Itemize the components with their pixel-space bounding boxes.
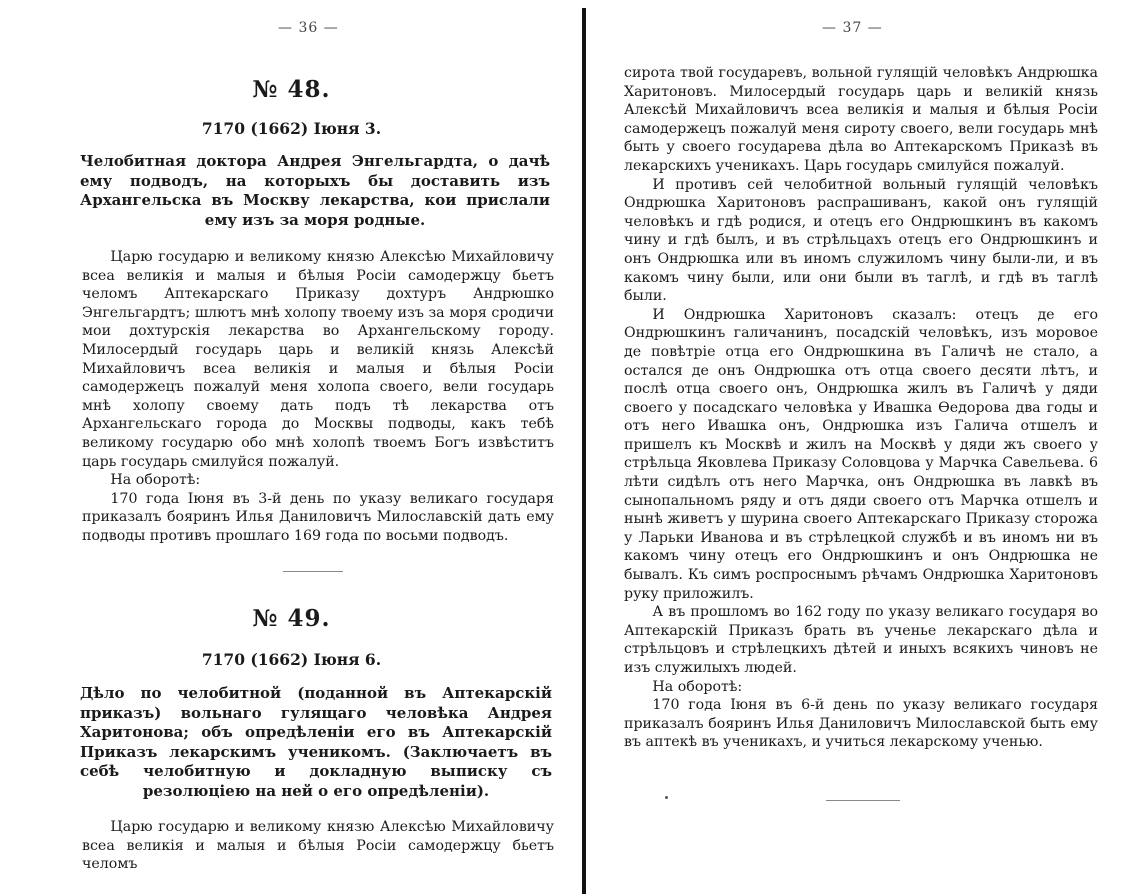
resolution-text: 170 года Іюня въ 6-й день по указу великаго государя приказалъ бояринъ Илья Даниловичъ Милославской быть ему въ аптекѣ въ ученикахъ, и учиться лекарскому ученью. bbox=[624, 697, 1098, 751]
petition-continuation: сирота твой государевъ, вольной гулящій человѣкъ Андрюшка Харитоновъ. Милосердый государь царь и великій князь Алексѣй Михайловичъ всеа великія и малыя и бѣлыя Росіи самодержецъ пожалуй меня сироту своего, вели государь мнѣ быть у своего государева дѣла во Аптекарскомъ Приказѣ въ лекарскихъ ученикахъ. Царь государь смилуйся пожалуй. bbox=[624, 65, 1098, 174]
decree-text: А въ прошломъ во 162 году по указу великаго государя во Аптекарскій Приказъ брать въ ученье лекарскаго дѣла и стрѣльцовъ и стрѣлецкихъ дѣтей и иныхъ всякихъ чиновъ не изъ служилыхъ людей. bbox=[624, 604, 1098, 676]
document-body bbox=[624, 64, 1098, 752]
petition-text: Царю государю и великому князю Алексѣю Михайловичу всеа великія и малыя и бѣлыя Росіи самодержцу бьетъ челомъ Аптекарскаго Приказу дохтуръ Андрюшко Энгельгардтъ; шлютъ мнѣ холопу твоему изъ за моря сродичи мои дохтурскія лекарства во Архангельскому городу. Милосердый государь царь и великій князь Алексѣй Михайловичъ всеа великія и малыя и бѣлыя Росіи самодержецъ пожалуй меня холопа своего, вели государь мнѣ холопу своему дать подъ тѣ лекарства отъ Архангельскаго города до Москвы подводы, какъ тебѣ великому государю обо мнѣ холопѣ твоемъ Богъ извѣститъ царь государь смилуйся пожалуй. bbox=[82, 249, 554, 470]
section-separator bbox=[826, 800, 900, 801]
document-body bbox=[82, 248, 554, 546]
document-number: № 48. bbox=[252, 76, 331, 103]
document-body bbox=[82, 818, 554, 874]
page-number: — 36 — bbox=[278, 20, 339, 36]
right-page bbox=[590, 0, 1140, 896]
section-separator bbox=[283, 571, 343, 572]
interrogation-text: И противъ сей челобитной вольный гулящій человѣкъ Ондрюшка Харитоновъ распрашиванъ, какой онъ гулящій человѣкъ и гдѣ родися, и отецъ его Ондрюшкинъ въ какомъ чину и гдѣ былъ, и въ стрѣльцахъ отецъ его Ондрюшкинъ и онъ Ондрюшка или въ иномъ служиломъ чину были-ли, и въ какомъ чину были, или они были въ таглѣ, и гдѣ въ таглѣ были. bbox=[624, 176, 1098, 305]
reverse-label: На оборотѣ: bbox=[652, 678, 743, 695]
document-heading: Челобитная доктора Андрея Энгельгардта, о дачѣ ему подводъ, на которыхъ бы доставить изъ Архангельска въ Москву лекарства, кои прислали ему изъ за моря родные. bbox=[80, 152, 550, 229]
document-number: № 49. bbox=[252, 605, 331, 632]
testimony-text: И Ондрюшка Харитоновъ сказалъ: отецъ де его Ондрюшкинъ галичанинъ, посадскій человѣкъ, изъ моровое де повѣтріе отца его Ондрюшкина въ Галичѣ не стало, а остался де онъ Ондрюшка отъ отца своего десяти лѣтъ, и послѣ отца своего онъ, Ондрюшка жилъ въ Галичѣ у дяди своего у посадскаго человѣка у Ивашка Ѳедорова два годы и отъ него Ивашка онъ, Ондрюшка изъ Галича отшелъ и пришелъ къ Москвѣ и жилъ на Москвѣ у дяди жъ своего у стрѣльца Яковлева Приказу Соловцова у Марчка Савельева. 6 лѣти сидѣлъ отъ него Марчка, онъ Ондрюшка въ лавкѣ въ сынопальномъ ряду и отъ дяди своего отъ Марчка отшелъ и нынѣ живетъ у шурина своего Аптекарскаго Приказу сторожа у Ларьки Иванова и въ стрѣлецкой службѣ и въ иномъ ни въ какомъ чину отецъ его Ондрюшкинъ и онъ Ондрюшка не бывалъ. Къ симъ роспроснымъ рѣчамъ Ондрюшка Харитоновъ руку приложилъ. bbox=[624, 306, 1098, 602]
print-mark bbox=[665, 796, 668, 799]
document-heading: Дѣло по челобитной (поданной въ Аптекарскій приказъ) вольнаго гулящаго человѣка Андрея Харитонова; объ опредѣленіи его въ Аптекарскій Приказъ лекарскимъ ученикомъ. (Заключаетъ въ себѣ челобитную и докладную выписку съ резолюціею на ней о его опредѣленіи). bbox=[80, 684, 552, 800]
page-number: — 37 — bbox=[822, 20, 883, 36]
petition-text: Царю государю и великому князю Алексѣю Михайловичу всеа великія и малыя и бѣлыя Росіи самодержцу бьетъ челомъ bbox=[82, 819, 554, 873]
document-date: 7170 (1662) Іюня 3. bbox=[201, 119, 382, 138]
document-date: 7170 (1662) Іюня 6. bbox=[201, 650, 382, 669]
reverse-label: На оборотѣ: bbox=[110, 472, 201, 489]
resolution-text: 170 года Іюня въ 3-й день по указу великаго государя приказалъ бояринъ Илья Даниловичъ Милославскій дать ему подводы противъ прошлаго 169 года по восьми подводъ. bbox=[82, 490, 554, 544]
